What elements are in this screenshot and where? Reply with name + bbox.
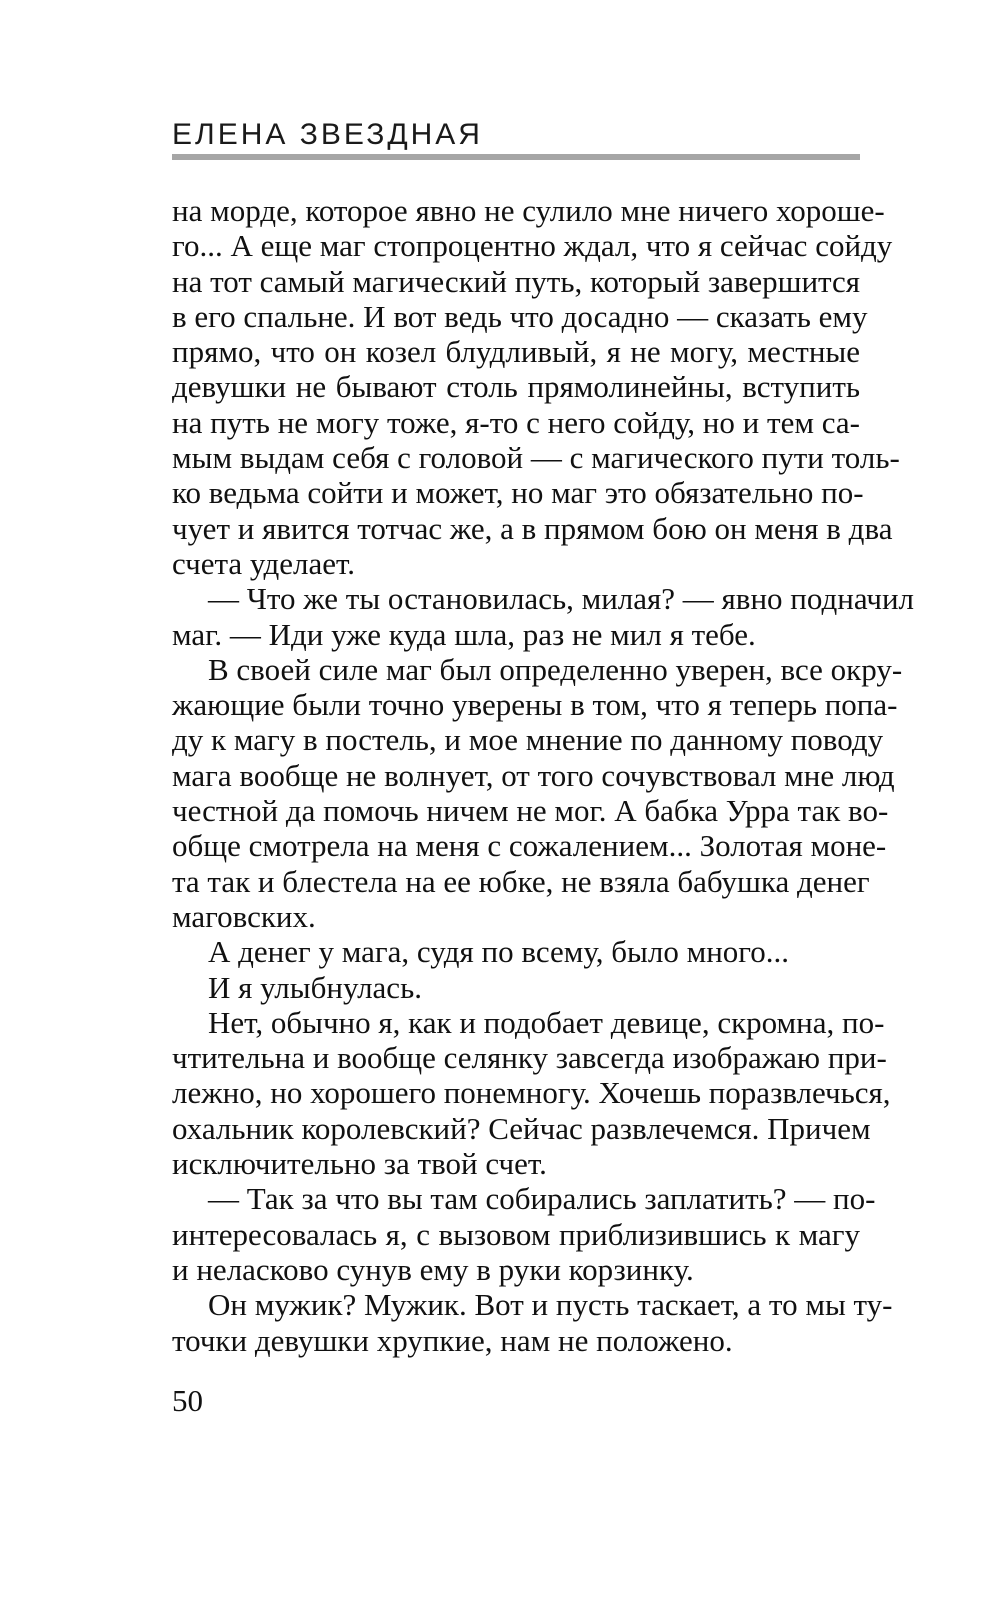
text-line: жающие были точно уверены в том, что я теперь попа- bbox=[172, 687, 898, 723]
text-line: обще смотрела на меня с сожалением... Золотая моне- bbox=[172, 828, 887, 864]
page-number: 50 bbox=[172, 1383, 203, 1418]
text-line: А денег у мага, судя по всему, было много... bbox=[208, 934, 789, 970]
header-rule bbox=[172, 154, 860, 160]
text-line: точки девушки хрупкие, нам не положено. bbox=[172, 1322, 733, 1358]
text-line: ду к магу в постель, и мое мнение по данному поводу bbox=[172, 722, 884, 758]
text-line: — Что же ты остановилась, милая? — явно подначил bbox=[208, 581, 915, 617]
text-line: лежно, но хорошего понемногу. Хочешь поразвлечься, bbox=[172, 1075, 891, 1111]
text-line: Он мужик? Мужик. Вот и пусть таскает, а то мы ту- bbox=[208, 1287, 893, 1323]
running-head-author: ЕЛЕНА ЗВЕЗДНАЯ bbox=[172, 118, 483, 151]
text-line: ко ведьма сойти и может, но маг это обязательно по- bbox=[172, 475, 864, 511]
text-line: честной да помочь ничем не мог. А бабка Урра так во- bbox=[172, 793, 889, 829]
text-line: в его спальне. И вот ведь что досадно — сказать ему bbox=[172, 298, 868, 334]
text-line: го... А еще маг стопроцентно ждал, что я сейчас сойду bbox=[172, 228, 893, 264]
text-line: Нет, обычно я, как и подобает девице, скромна, по- bbox=[208, 1004, 885, 1040]
text-line: маг. — Иди уже куда шла, раз не мил я тебе. bbox=[172, 616, 756, 652]
text-line: И я улыбнулась. bbox=[208, 969, 422, 1005]
text-line: девушки не бывают столь прямолинейны, вступить bbox=[172, 369, 860, 405]
text-line: прямо, что он козел блудливый, я не могу, местные bbox=[172, 334, 860, 370]
text-line: интересовалась я, с вызовом приблизившись к магу bbox=[172, 1216, 860, 1252]
text-line: на тот самый магический путь, который завершится bbox=[172, 263, 860, 299]
body-text bbox=[172, 193, 915, 1358]
text-line: чует и явится тотчас же, а в прямом бою он меня в два bbox=[172, 510, 893, 546]
text-line: — Так за что вы там собирались заплатить? — по- bbox=[208, 1181, 876, 1217]
text-line: счета уделает. bbox=[172, 545, 355, 581]
text-line: маговских. bbox=[172, 898, 316, 934]
text-line: и неласково сунув ему в руки корзинку. bbox=[172, 1251, 694, 1287]
text-line: чтительна и вообще селянку завсегда изображаю при- bbox=[172, 1040, 887, 1076]
text-line: на морде, которое явно не сулило мне ничего хороше- bbox=[172, 193, 885, 228]
text-line: на путь не могу тоже, я-то с него сойду, но и тем са- bbox=[172, 404, 860, 440]
text-line: мым выдам себя с головой — с магического пути толь- bbox=[172, 440, 900, 476]
text-line: мага вообще не волнует, от того сочувствовал мне люд bbox=[172, 757, 895, 793]
text-line: исключительно за твой счет. bbox=[172, 1146, 547, 1182]
text-line: та так и блестела на ее юбке, не взяла бабушка денег bbox=[172, 863, 870, 899]
text-line: В своей силе маг был определенно уверен, все окру- bbox=[208, 651, 903, 687]
text-line: охальник королевский? Сейчас развлечемся. Причем bbox=[172, 1110, 871, 1146]
